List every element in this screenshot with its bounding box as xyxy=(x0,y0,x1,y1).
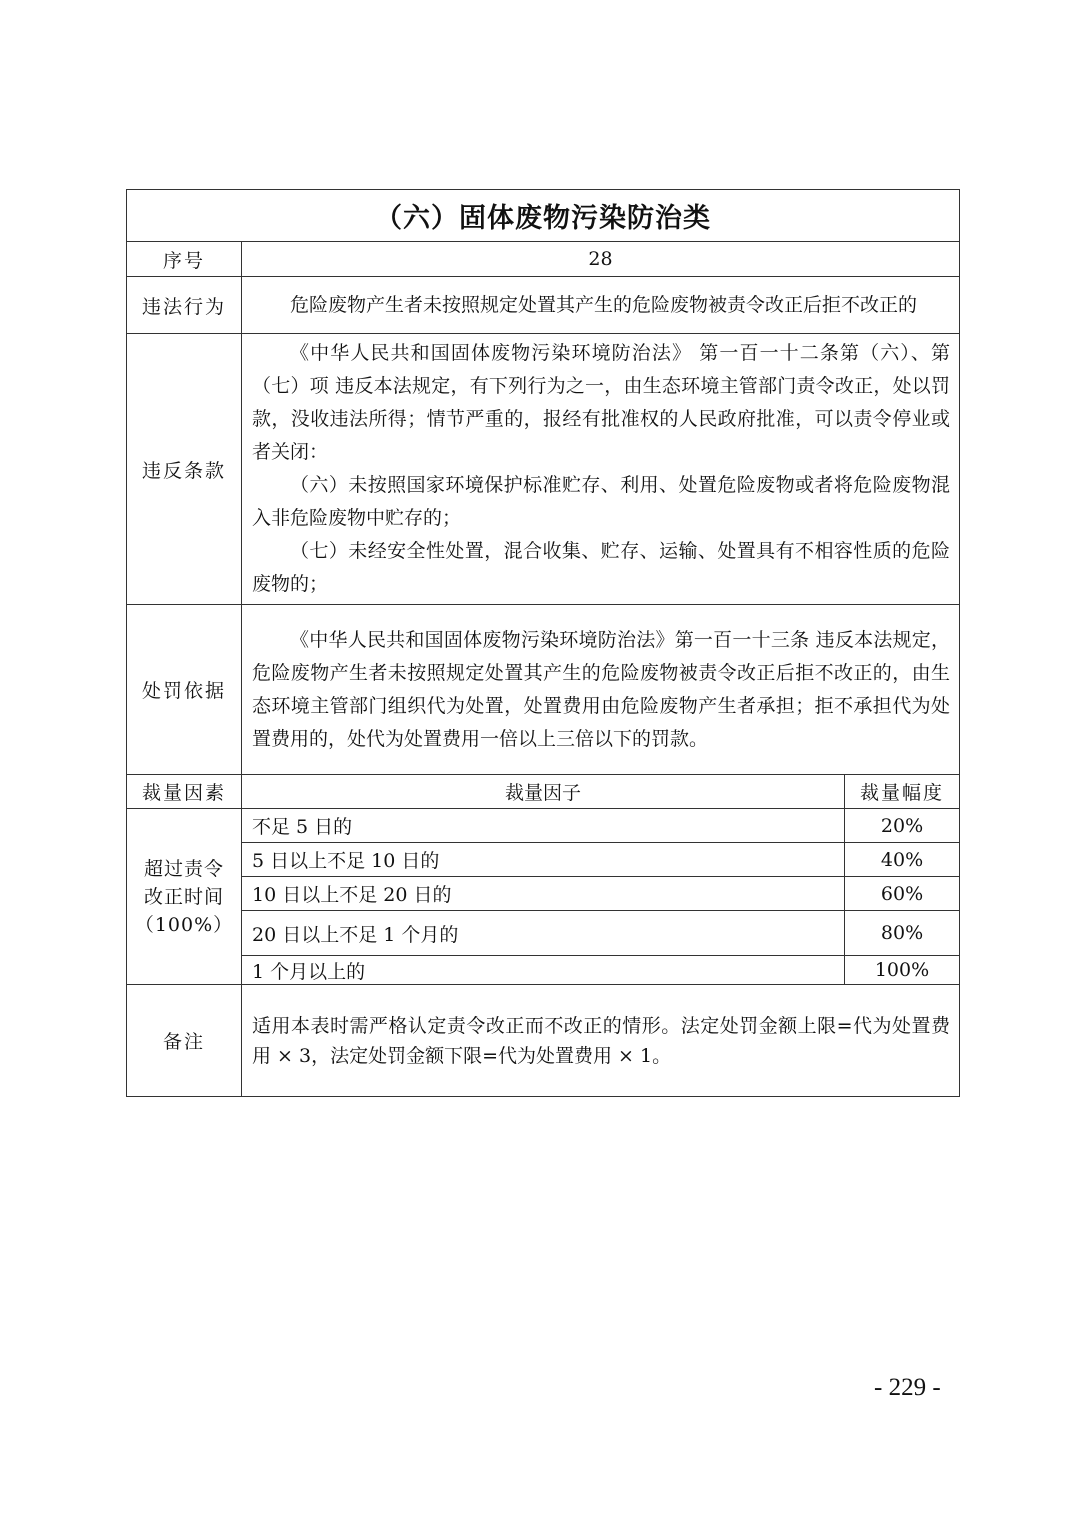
clause-paragraph: 《中华人民共和国固体废物污染环境防治法》 第一百一十二条第（六）、第（七）项 违反本法规定，有下列行为之一，由生态环境主管部门责令改正，处以罚款，没收违法所得；情节严重的，报经有批准权的人民政府批准，可以责令停业或者关闭： xyxy=(252,342,951,463)
discretion-factor: 1 个月以上的 xyxy=(242,956,845,985)
discretion-factor-label xyxy=(127,809,242,985)
serial-row xyxy=(127,242,960,277)
discretion-range: 100% xyxy=(845,956,960,985)
penalty-discretion-table xyxy=(126,189,960,1097)
discretion-factor: 不足 5 日的 xyxy=(242,809,845,843)
clause-paragraph: （六）未按照国家环境保护标准贮存、利用、处置危险废物或者将危险废物混入非危险废物中贮存的； xyxy=(252,474,951,529)
discretion-factor: 10 日以上不足 20 日的 xyxy=(242,877,845,911)
violation-text-cell xyxy=(242,277,960,334)
penalty-basis-row xyxy=(127,605,960,775)
violation-label: 违法行为 xyxy=(127,277,242,334)
clause-row xyxy=(127,334,960,605)
discretion-label-line: 超过责令 xyxy=(143,857,224,880)
discretion-range: 20% xyxy=(845,809,960,843)
clause-content xyxy=(242,334,960,605)
discretion-label-line: 改正时间 xyxy=(143,885,224,908)
remark-label: 备注 xyxy=(127,985,242,1097)
serial-label: 序号 xyxy=(127,242,242,277)
remark-row xyxy=(127,985,960,1097)
table-row xyxy=(127,911,960,956)
table-row xyxy=(127,956,960,985)
penalty-basis-text: 《中华人民共和国固体废物污染环境防治法》第一百一十三条 违反本法规定，危险废物产生者未按照规定处置其产生的危险废物被责令改正后拒不改正的，由生态环境主管部门组织代为处置，处置费用由危险废物产生者承担；拒不承担代为处置费用的，处代为处置费用一倍以上三倍以下的罚款。 xyxy=(252,628,951,750)
table-row xyxy=(127,843,960,877)
discretion-range-header: 裁量幅度 xyxy=(845,775,960,809)
discretion-factor: 5 日以上不足 10 日的 xyxy=(242,843,845,877)
table-row xyxy=(127,877,960,911)
clause-paragraph: （七）未经安全性处置，混合收集、贮存、运输、处置具有不相容性质的危险废物的； xyxy=(252,540,951,595)
discretion-range: 40% xyxy=(845,843,960,877)
serial-value: 28 xyxy=(242,242,960,277)
title-row xyxy=(127,190,960,242)
table-row xyxy=(127,809,960,843)
violation-row xyxy=(127,277,960,334)
discretion-range: 80% xyxy=(845,911,960,956)
discretion-range: 60% xyxy=(845,877,960,911)
remark-text: 适用本表时需严格认定责令改正而不改正的情形。法定处罚金额上限=代为处置费用 × 3，法定处罚金额下限=代为处置费用 × 1。 xyxy=(242,985,960,1097)
table-title: （六）固体废物污染防治类 xyxy=(127,190,960,242)
discretion-label-line: （100%） xyxy=(134,913,234,936)
page-number: - 229 - xyxy=(874,1374,941,1401)
discretion-factor-header: 裁量因素 xyxy=(127,775,242,809)
penalty-basis-content xyxy=(242,605,960,775)
violation-text: 危险废物产生者未按照规定处置其产生的危险废物被责令改正后拒不改正的 xyxy=(290,293,918,316)
discretion-header-row xyxy=(127,775,960,809)
discretion-factor: 20 日以上不足 1 个月的 xyxy=(242,911,845,956)
clause-label: 违反条款 xyxy=(127,334,242,605)
discretion-detail-header: 裁量因子 xyxy=(242,775,845,809)
penalty-basis-label: 处罚依据 xyxy=(127,605,242,775)
